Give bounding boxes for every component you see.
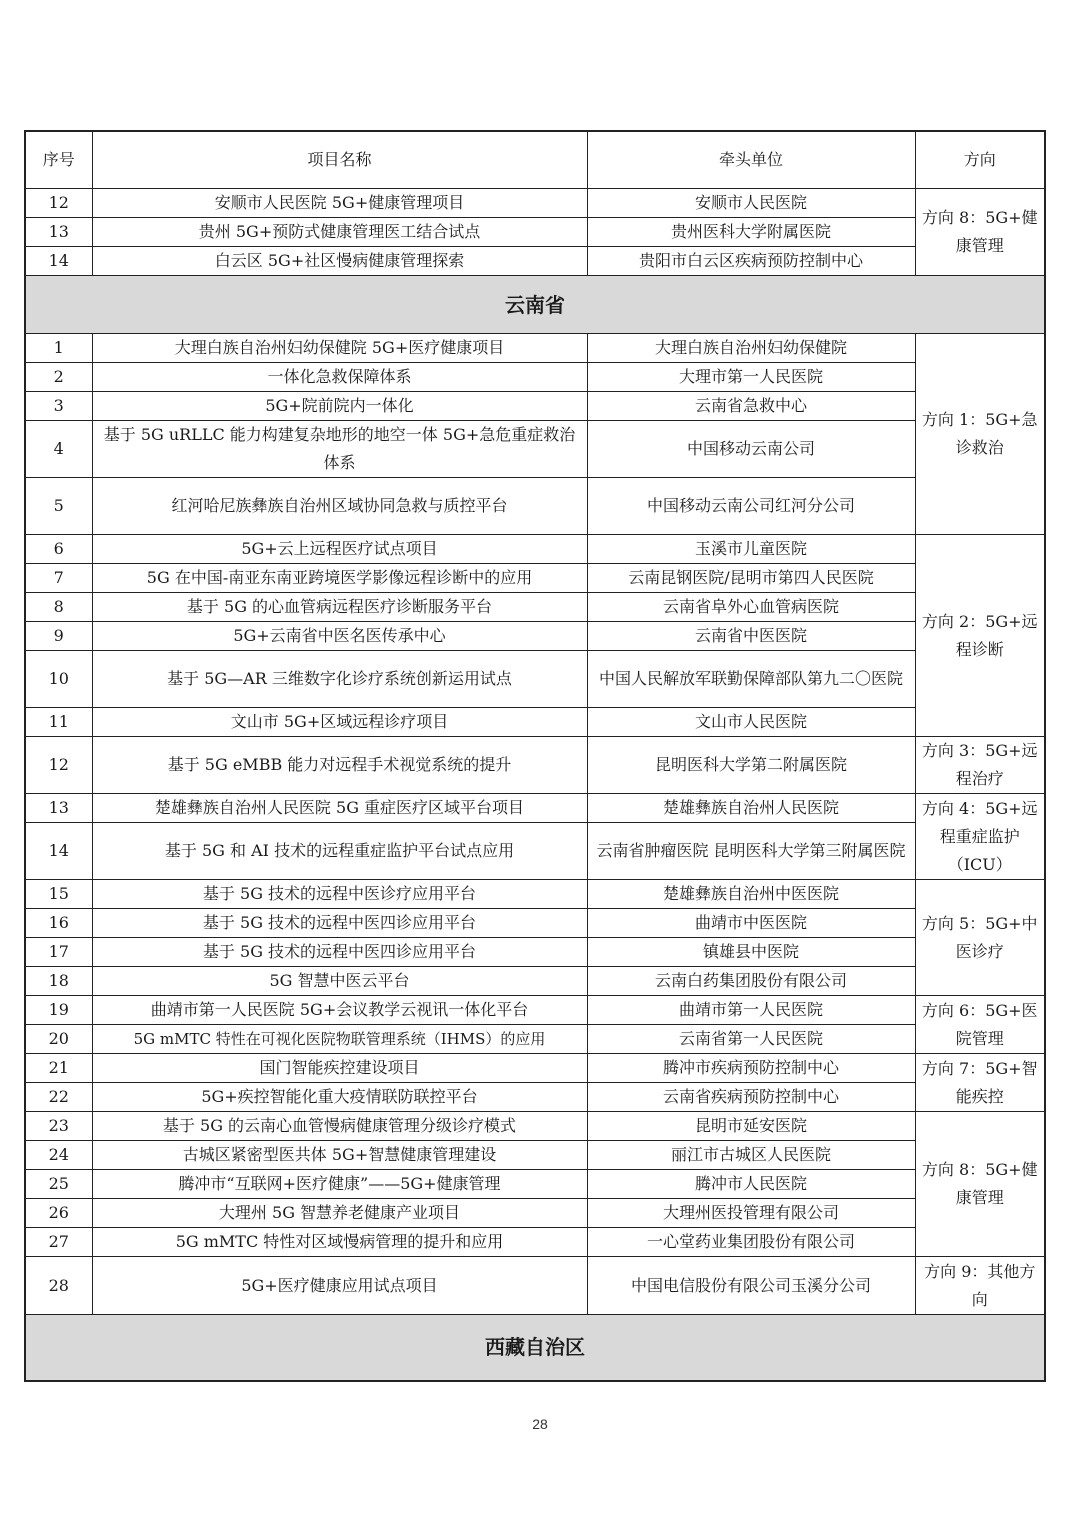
row-number: 16 (25, 909, 92, 938)
row-number: 1 (25, 334, 92, 363)
table-row (25, 535, 1045, 564)
header-lead: 牵头单位 (587, 131, 915, 189)
table-row (25, 392, 1045, 421)
project-name: 基于 5G 技术的远程中医四诊应用平台 (92, 909, 587, 938)
lead-unit: 贵阳市白云区疾病预防控制中心 (587, 247, 915, 276)
lead-unit: 云南省急救中心 (587, 392, 915, 421)
project-name: 基于 5G eMBB 能力对远程手术视觉系统的提升 (92, 737, 587, 794)
row-number: 3 (25, 392, 92, 421)
project-name: 文山市 5G+区域远程诊疗项目 (92, 708, 587, 737)
project-name: 古城区紧密型医共体 5G+智慧健康管理建设 (92, 1141, 587, 1170)
lead-unit: 文山市人民医院 (587, 708, 915, 737)
project-name: 大理州 5G 智慧养老健康产业项目 (92, 1199, 587, 1228)
table-row (25, 794, 1045, 823)
project-name: 5G mMTC 特性在可视化医院物联管理系统（IHMS）的应用 (92, 1025, 587, 1054)
table-row (25, 593, 1045, 622)
row-number: 17 (25, 938, 92, 967)
table-row (25, 622, 1045, 651)
lead-unit: 中国移动云南公司 (587, 421, 915, 478)
direction-cell: 方向 1：5G+急诊救治 (915, 334, 1045, 535)
project-name: 基于 5G 技术的远程中医诊疗应用平台 (92, 880, 587, 909)
row-number: 19 (25, 996, 92, 1025)
row-number: 4 (25, 421, 92, 478)
lead-unit: 大理白族自治州妇幼保健院 (587, 334, 915, 363)
project-table (24, 130, 1046, 1382)
table-row (25, 1257, 1045, 1315)
table-row (25, 564, 1045, 593)
direction-cell: 方向 4：5G+远程重症监护（ICU） (915, 794, 1045, 880)
project-name: 贵州 5G+预防式健康管理医工结合试点 (92, 218, 587, 247)
table-row (25, 823, 1045, 880)
lead-unit: 曲靖市第一人民医院 (587, 996, 915, 1025)
header-seq: 序号 (25, 131, 92, 189)
row-number: 25 (25, 1170, 92, 1199)
project-name: 腾冲市“互联网+医疗健康”——5G+健康管理 (92, 1170, 587, 1199)
table-row (25, 737, 1045, 794)
lead-unit: 昆明市延安医院 (587, 1112, 915, 1141)
lead-unit: 云南省第一人民医院 (587, 1025, 915, 1054)
project-name: 基于 5G 的云南心血管慢病健康管理分级诊疗模式 (92, 1112, 587, 1141)
row-number: 7 (25, 564, 92, 593)
row-number: 13 (25, 218, 92, 247)
table-row (25, 938, 1045, 967)
province-title: 西藏自治区 (25, 1315, 1045, 1381)
table-row (25, 967, 1045, 996)
project-name: 5G mMTC 特性对区域慢病管理的提升和应用 (92, 1228, 587, 1257)
header-direction: 方向 (915, 131, 1045, 189)
project-name: 大理白族自治州妇幼保健院 5G+医疗健康项目 (92, 334, 587, 363)
row-number: 13 (25, 794, 92, 823)
lead-unit: 昆明医科大学第二附属医院 (587, 737, 915, 794)
province-title: 云南省 (25, 276, 1045, 334)
table-row (25, 880, 1045, 909)
project-name: 5G+院前院内一体化 (92, 392, 587, 421)
direction-cell: 方向 8：5G+健康管理 (915, 1112, 1045, 1257)
project-name: 基于 5G 和 AI 技术的远程重症监护平台试点应用 (92, 823, 587, 880)
lead-unit: 楚雄彝族自治州中医医院 (587, 880, 915, 909)
direction-cell: 方向 5：5G+中医诊疗 (915, 880, 1045, 996)
row-number: 10 (25, 651, 92, 708)
province-row (25, 276, 1045, 334)
lead-unit: 云南白药集团股份有限公司 (587, 967, 915, 996)
project-name: 基于 5G uRLLC 能力构建复杂地形的地空一体 5G+急危重症救治体系 (92, 421, 587, 478)
table-row (25, 189, 1045, 218)
project-name: 基于 5G 技术的远程中医四诊应用平台 (92, 938, 587, 967)
table-row (25, 334, 1045, 363)
lead-unit: 云南省肿瘤医院 昆明医科大学第三附属医院 (587, 823, 915, 880)
row-number: 20 (25, 1025, 92, 1054)
project-name: 楚雄彝族自治州人民医院 5G 重症医疗区域平台项目 (92, 794, 587, 823)
row-number: 28 (25, 1257, 92, 1315)
table-row (25, 218, 1045, 247)
project-name: 5G+云南省中医名医传承中心 (92, 622, 587, 651)
table-row (25, 247, 1045, 276)
project-name: 5G+云上远程医疗试点项目 (92, 535, 587, 564)
direction-cell: 方向 7：5G+智能疾控 (915, 1054, 1045, 1112)
table-row (25, 651, 1045, 708)
lead-unit: 腾冲市疾病预防控制中心 (587, 1054, 915, 1083)
lead-unit: 云南昆钢医院/昆明市第四人民医院 (587, 564, 915, 593)
table-row (25, 1083, 1045, 1112)
table-row (25, 1170, 1045, 1199)
lead-unit: 云南省疾病预防控制中心 (587, 1083, 915, 1112)
row-number: 27 (25, 1228, 92, 1257)
row-number: 15 (25, 880, 92, 909)
lead-unit: 中国移动云南公司红河分公司 (587, 478, 915, 535)
row-number: 12 (25, 189, 92, 218)
lead-unit: 中国人民解放军联勤保障部队第九二〇医院 (587, 651, 915, 708)
row-number: 21 (25, 1054, 92, 1083)
table-row (25, 363, 1045, 392)
lead-unit: 中国电信股份有限公司玉溪分公司 (587, 1257, 915, 1315)
row-number: 24 (25, 1141, 92, 1170)
project-name: 5G 在中国-南亚东南亚跨境医学影像远程诊断中的应用 (92, 564, 587, 593)
project-name: 白云区 5G+社区慢病健康管理探索 (92, 247, 587, 276)
table-row (25, 909, 1045, 938)
lead-unit: 玉溪市儿童医院 (587, 535, 915, 564)
lead-unit: 一心堂药业集团股份有限公司 (587, 1228, 915, 1257)
header-name: 项目名称 (92, 131, 587, 189)
project-name: 曲靖市第一人民医院 5G+会议教学云视讯一体化平台 (92, 996, 587, 1025)
direction-cell: 方向 8：5G+健康管理 (915, 189, 1045, 276)
lead-unit: 曲靖市中医医院 (587, 909, 915, 938)
table-row (25, 1228, 1045, 1257)
row-number: 18 (25, 967, 92, 996)
project-name: 国门智能疾控建设项目 (92, 1054, 587, 1083)
project-name: 基于 5G 的心血管病远程医疗诊断服务平台 (92, 593, 587, 622)
row-number: 14 (25, 247, 92, 276)
row-number: 23 (25, 1112, 92, 1141)
row-number: 6 (25, 535, 92, 564)
table-row (25, 1054, 1045, 1083)
lead-unit: 大理市第一人民医院 (587, 363, 915, 392)
lead-unit: 云南省阜外心血管病医院 (587, 593, 915, 622)
project-name: 5G+疾控智能化重大疫情联防联控平台 (92, 1083, 587, 1112)
direction-cell: 方向 3：5G+远程治疗 (915, 737, 1045, 794)
row-number: 11 (25, 708, 92, 737)
row-number: 8 (25, 593, 92, 622)
table-row (25, 1199, 1045, 1228)
row-number: 14 (25, 823, 92, 880)
lead-unit: 安顺市人民医院 (587, 189, 915, 218)
table-row (25, 996, 1045, 1025)
lead-unit: 大理州医投管理有限公司 (587, 1199, 915, 1228)
row-number: 26 (25, 1199, 92, 1228)
lead-unit: 镇雄县中医院 (587, 938, 915, 967)
direction-cell: 方向 9：其他方向 (915, 1257, 1045, 1315)
table-row (25, 1141, 1045, 1170)
table-row (25, 1025, 1045, 1054)
row-number: 2 (25, 363, 92, 392)
project-name: 5G 智慧中医云平台 (92, 967, 587, 996)
project-name: 安顺市人民医院 5G+健康管理项目 (92, 189, 587, 218)
direction-cell: 方向 2：5G+远程诊断 (915, 535, 1045, 737)
table-header (25, 131, 1045, 189)
lead-unit: 云南省中医医院 (587, 622, 915, 651)
lead-unit: 贵州医科大学附属医院 (587, 218, 915, 247)
project-name: 一体化急救保障体系 (92, 363, 587, 392)
page-number: 28 (532, 1416, 548, 1432)
project-name: 基于 5G—AR 三维数字化诊疗系统创新运用试点 (92, 651, 587, 708)
row-number: 5 (25, 478, 92, 535)
row-number: 22 (25, 1083, 92, 1112)
row-number: 12 (25, 737, 92, 794)
table-row (25, 478, 1045, 535)
project-name: 红河哈尼族彝族自治州区域协同急救与质控平台 (92, 478, 587, 535)
table-row (25, 1112, 1045, 1141)
province-row (25, 1315, 1045, 1381)
lead-unit: 楚雄彝族自治州人民医院 (587, 794, 915, 823)
direction-cell: 方向 6：5G+医院管理 (915, 996, 1045, 1054)
lead-unit: 丽江市古城区人民医院 (587, 1141, 915, 1170)
table-row (25, 421, 1045, 478)
row-number: 9 (25, 622, 92, 651)
project-name: 5G+医疗健康应用试点项目 (92, 1257, 587, 1315)
lead-unit: 腾冲市人民医院 (587, 1170, 915, 1199)
table-row (25, 708, 1045, 737)
